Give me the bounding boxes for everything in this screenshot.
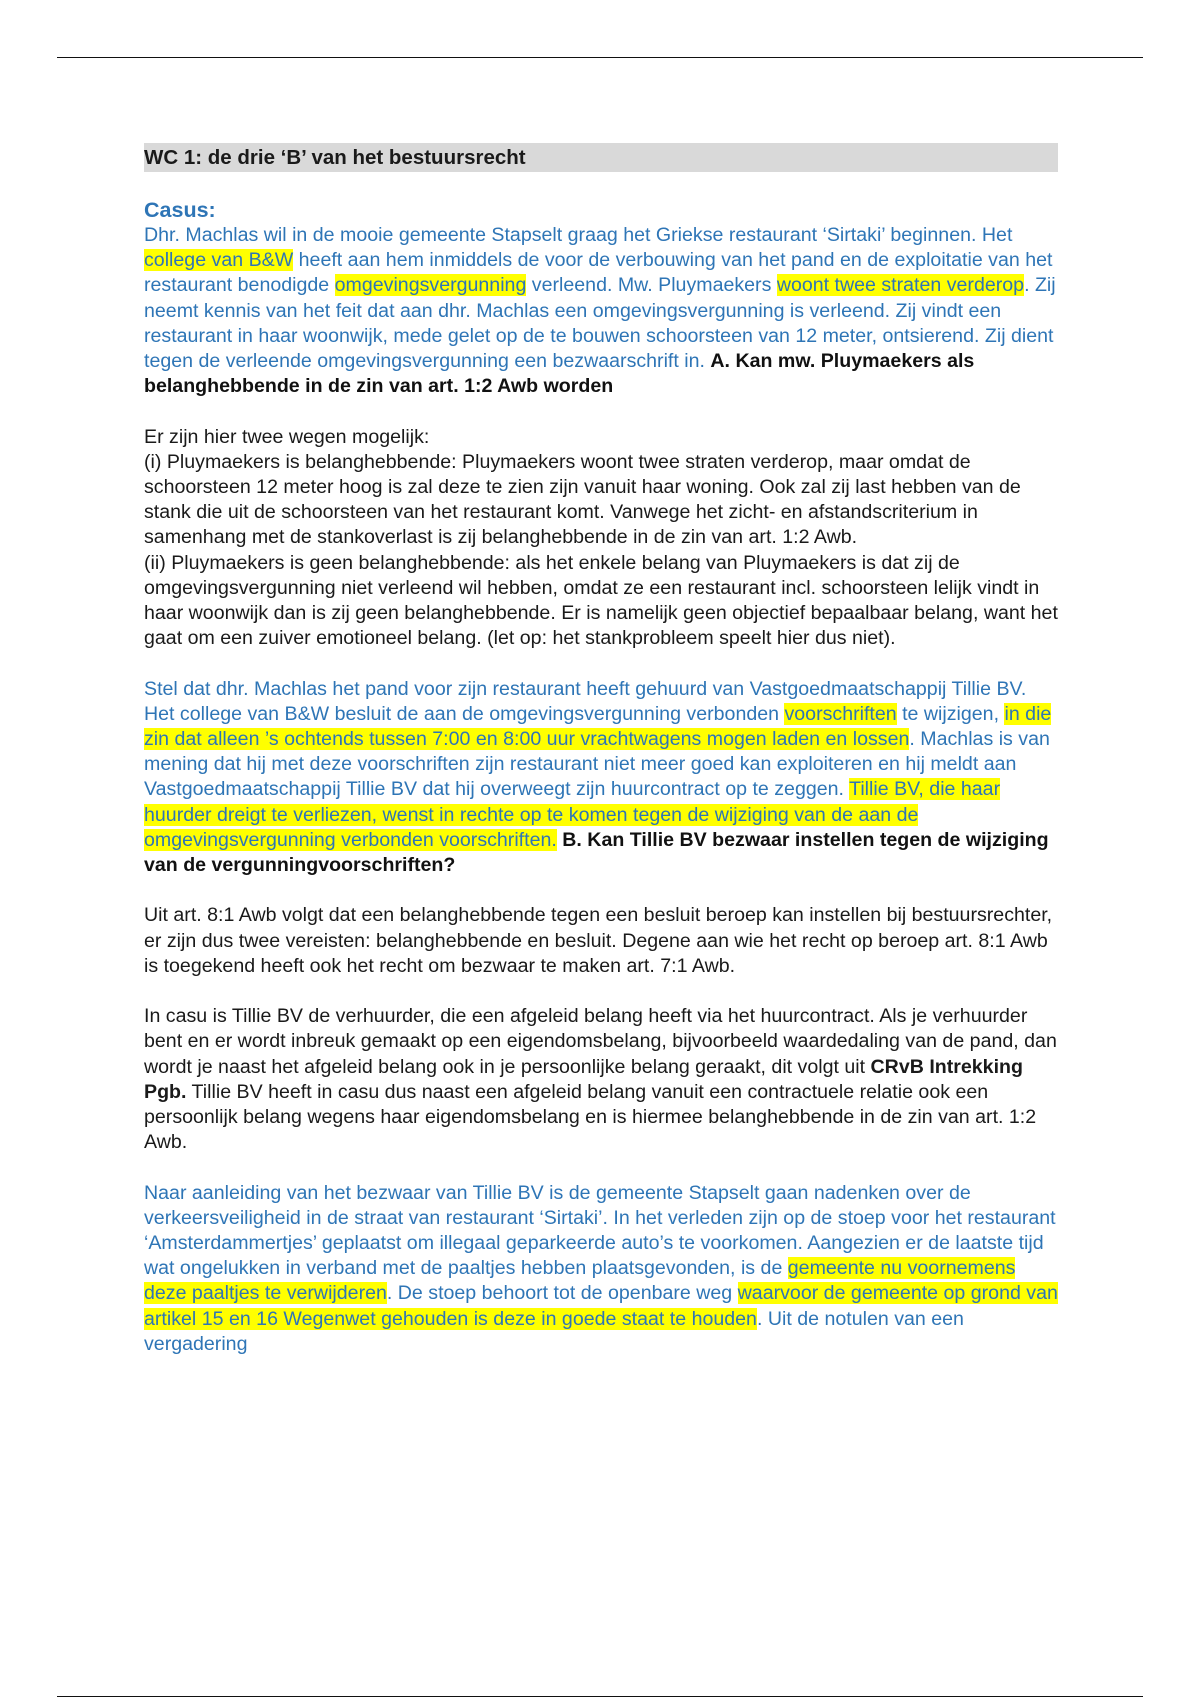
answer-a-option-2: (ii) Pluymaekers is geen belanghebbende: als het enkele belang van Pluymaekers is dat zij de omgevingsvergunning niet verleend wil hebben, omdat ze een restaurant incl. schoorsteen lelijk vindt in haar woonwijk dan is zij geen belanghebbende. Er is namelijk geen objectief bepaalbaar belang, want het gaat om een zuiver emotioneel belang. (let op: het stankprobleem speelt hier dus niet). [144, 551, 1058, 650]
body-text: verleend. Mw. Pluymaekers [526, 274, 777, 297]
spacer [144, 878, 1058, 903]
body-text: . Machlas is van mening dat hij met deze voorschriften zijn restaurant niet meer goed kan exploiteren en hij meldt aan Vastgoedmaatschappij Tillie BV dat hij overweegt zijn huurcontract op te zeggen. [144, 728, 1050, 801]
casus-a-paragraph [144, 223, 1058, 399]
body-text: . Uit de notulen van een vergadering [144, 1307, 964, 1355]
answer-b2-text-cont: Tillie BV heeft in casu dus naast een afgeleid belang vanuit een contractuele relatie ook een persoonlijk belang wegens haar eigendomsbelang en is hiermee belanghebbende in de zin van art. 1:2 Awb. [144, 1080, 1037, 1154]
section-heading: WC 1: de drie ‘B’ van het bestuursrecht [144, 143, 1058, 172]
highlighted-text: woont twee straten verderop [776, 274, 1025, 297]
casus-c-text [144, 1182, 1058, 1355]
highlighted-text: waarvoor de gemeente op grond van artikel 15 en 16 Wegenwet gehouden is deze in goede staat te houden [144, 1282, 1058, 1330]
spacer [144, 979, 1058, 1004]
question-b: B. Kan Tillie BV bezwaar instellen tegen de wijziging van de vergunningvoorschriften? [144, 828, 1049, 877]
body-text: . De stoep behoort tot de openbare weg [386, 1282, 738, 1305]
spacer [144, 399, 1058, 424]
highlighted-text: omgevingsvergunning [334, 274, 527, 297]
answer-b-paragraph-1: Uit art. 8:1 Awb volgt dat een belanghebbende tegen een besluit beroep kan instellen bij bestuursrechter, er zijn dus twee vereisten: belanghebbende en besluit. Degene aan wie het recht op beroep art. 8:1 Awb is toegekend heeft ook het recht om bezwaar te maken art. 7:1 Awb. [144, 904, 1053, 977]
highlighted-text: gemeente nu voornemens deze paaltjes te verwijderen [144, 1257, 1016, 1305]
footer-rule [57, 1696, 1143, 1697]
body-text: te wijzigen, [896, 702, 1005, 725]
answer-a-intro: Er zijn hier twee wegen mogelijk: [144, 425, 430, 448]
casus-b-paragraph [144, 677, 1058, 879]
highlighted-text: college van B&W [144, 249, 294, 272]
spacer [144, 1155, 1058, 1180]
header-rule [57, 57, 1143, 58]
highlighted-text: voorschriften [784, 702, 897, 725]
spacer [144, 651, 1058, 676]
casus-title: Casus: [144, 198, 216, 222]
casus-b-text [144, 678, 1051, 851]
answer-b-paragraph-2 [144, 1004, 1058, 1155]
case-law-reference: CRvB Intrekking Pgb. [144, 1055, 1023, 1103]
question-a: A. Kan mw. Pluymaekers als belanghebbende in de zin van art. 1:2 Awb worden [144, 350, 975, 398]
body-text: . Zij neemt kennis van het feit dat aan dhr. Machlas een omgevingsvergunning is verleend. Zij vindt een restaurant in haar woonwijk, mede gelet op de te bouwen schoorsteen van 12 meter, ontsierend. Zij dient tegen de verleende omgevingsvergunning een bezwaarschrift in. [144, 274, 1056, 373]
body-text: heeft aan hem inmiddels de voor de verbouwing van het pand en de exploitatie van het restaurant benodigde [144, 249, 1053, 297]
document-body [144, 143, 1058, 1357]
highlighted-text: in die zin dat alleen ’s ochtends tussen 7:00 en 8:00 uur vrachtwagens mogen laden en lossen [144, 702, 1052, 751]
answer-a-option-1: (i) Pluymaekers is belanghebbende: Pluymaekers woont twee straten verderop, maar omdat de schoorsteen 12 meter hoog is zal deze te zien zijn vanuit haar woning. Ook zal zij last hebben van de stank die uit de schoorsteen van het restaurant komt. Vanwege het zicht- en afstandscriterium in samenhang met de stankoverlast is zij belanghebbende in de zin van art. 1:2 Awb. [144, 450, 1021, 549]
highlighted-text: Tillie BV, die haar huurder dreigt te verliezen, wenst in rechte op te komen tegen de wijziging van de aan de omgevingsvergunning verbonden voorschriften. [144, 778, 1001, 851]
body-text: Stel dat dhr. Machlas het pand voor zijn restaurant heeft gehuurd van Vastgoedmaatschappij Tillie BV. Het college van B&W besluit de aan de omgevingsvergunning verbonden [144, 677, 1027, 725]
body-text: Naar aanleiding van het bezwaar van Tillie BV is de gemeente Stapselt gaan nadenken over de verkeersveiligheid in de straat van restaurant ‘Sirtaki’. In het verleden zijn op de stoep voor het restaurant ‘Amsterdammertjes’ geplaatst om illegaal geparkeerde auto’s te voorkomen. Aangezien er de laatste tijd wat ongelukken in verband met de paaltjes hebben plaatsgevonden, is de [144, 1181, 1056, 1280]
body-text: Dhr. Machlas wil in de mooie gemeente Stapselt graag het Griekse restaurant ‘Sirtaki’ beginnen. Het [144, 224, 1013, 246]
answer-b2-text: In casu is Tillie BV de verhuurder, die een afgeleid belang heeft via het huurcontract. Als je verhuurder bent en er wordt inbreuk gemaakt op een eigendomsbelang, bijvoorbeeld waardedaling van de pand, dan wordt je naast het afgeleid belang ook in je persoonlijke belang geraakt, dit volgt uit [144, 1005, 1057, 1078]
casus-c-paragraph [144, 1181, 1058, 1357]
